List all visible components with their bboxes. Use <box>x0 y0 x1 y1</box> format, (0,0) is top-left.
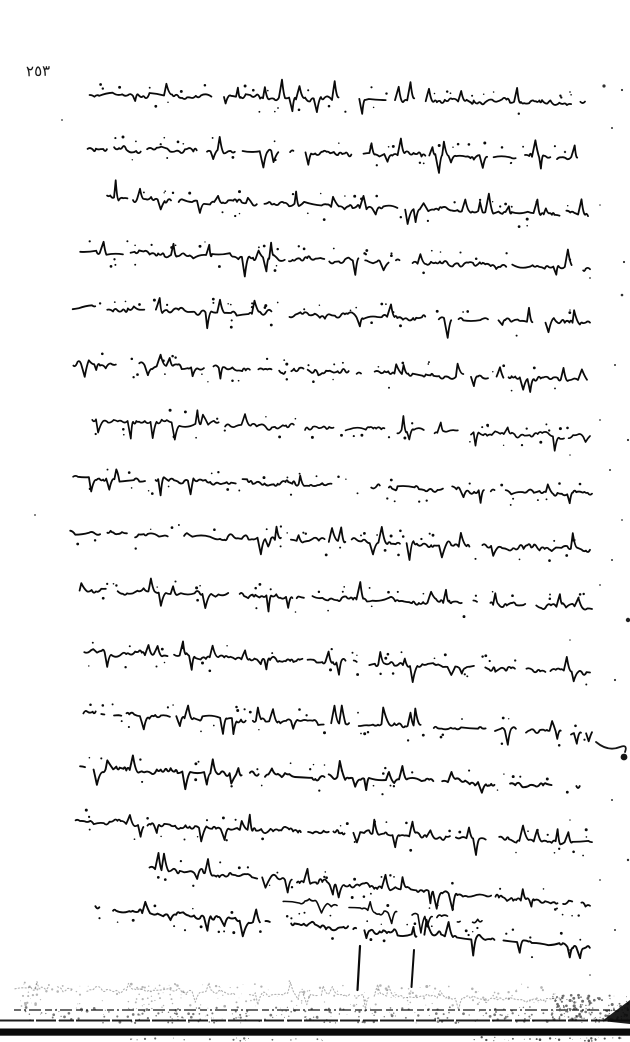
handwriting-line <box>90 80 585 115</box>
speckle-band <box>130 1037 323 1042</box>
handwriting-line <box>70 524 590 562</box>
handwriting-line <box>95 902 589 958</box>
ink-blob <box>602 84 605 87</box>
ink-stroke <box>596 742 626 752</box>
handwriting-line <box>73 469 592 506</box>
speckle-band <box>474 1036 622 1042</box>
handwriting-line <box>14 980 561 1010</box>
handwriting-line <box>107 180 588 228</box>
handwriting-line <box>150 853 591 917</box>
handwriting-line <box>84 641 590 685</box>
handwriting-line <box>92 409 590 451</box>
handwriting-line <box>80 755 580 795</box>
handwriting-line <box>80 579 592 619</box>
ink-stroke <box>412 950 415 987</box>
ink-stroke <box>358 946 361 990</box>
handwriting-line <box>83 703 592 746</box>
handwriting-line <box>73 352 587 392</box>
ink-blob <box>621 754 628 761</box>
corner-blot <box>602 1000 630 1024</box>
page-number: ٢٥٣ <box>25 61 51 81</box>
speckle-band <box>20 983 556 1007</box>
handwriting-line <box>76 809 592 857</box>
ink-blob <box>626 618 630 622</box>
handwriting-line <box>80 240 590 276</box>
handwriting-line <box>73 298 590 338</box>
footer-black-bar <box>0 1029 630 1036</box>
handwriting-line <box>88 136 578 173</box>
